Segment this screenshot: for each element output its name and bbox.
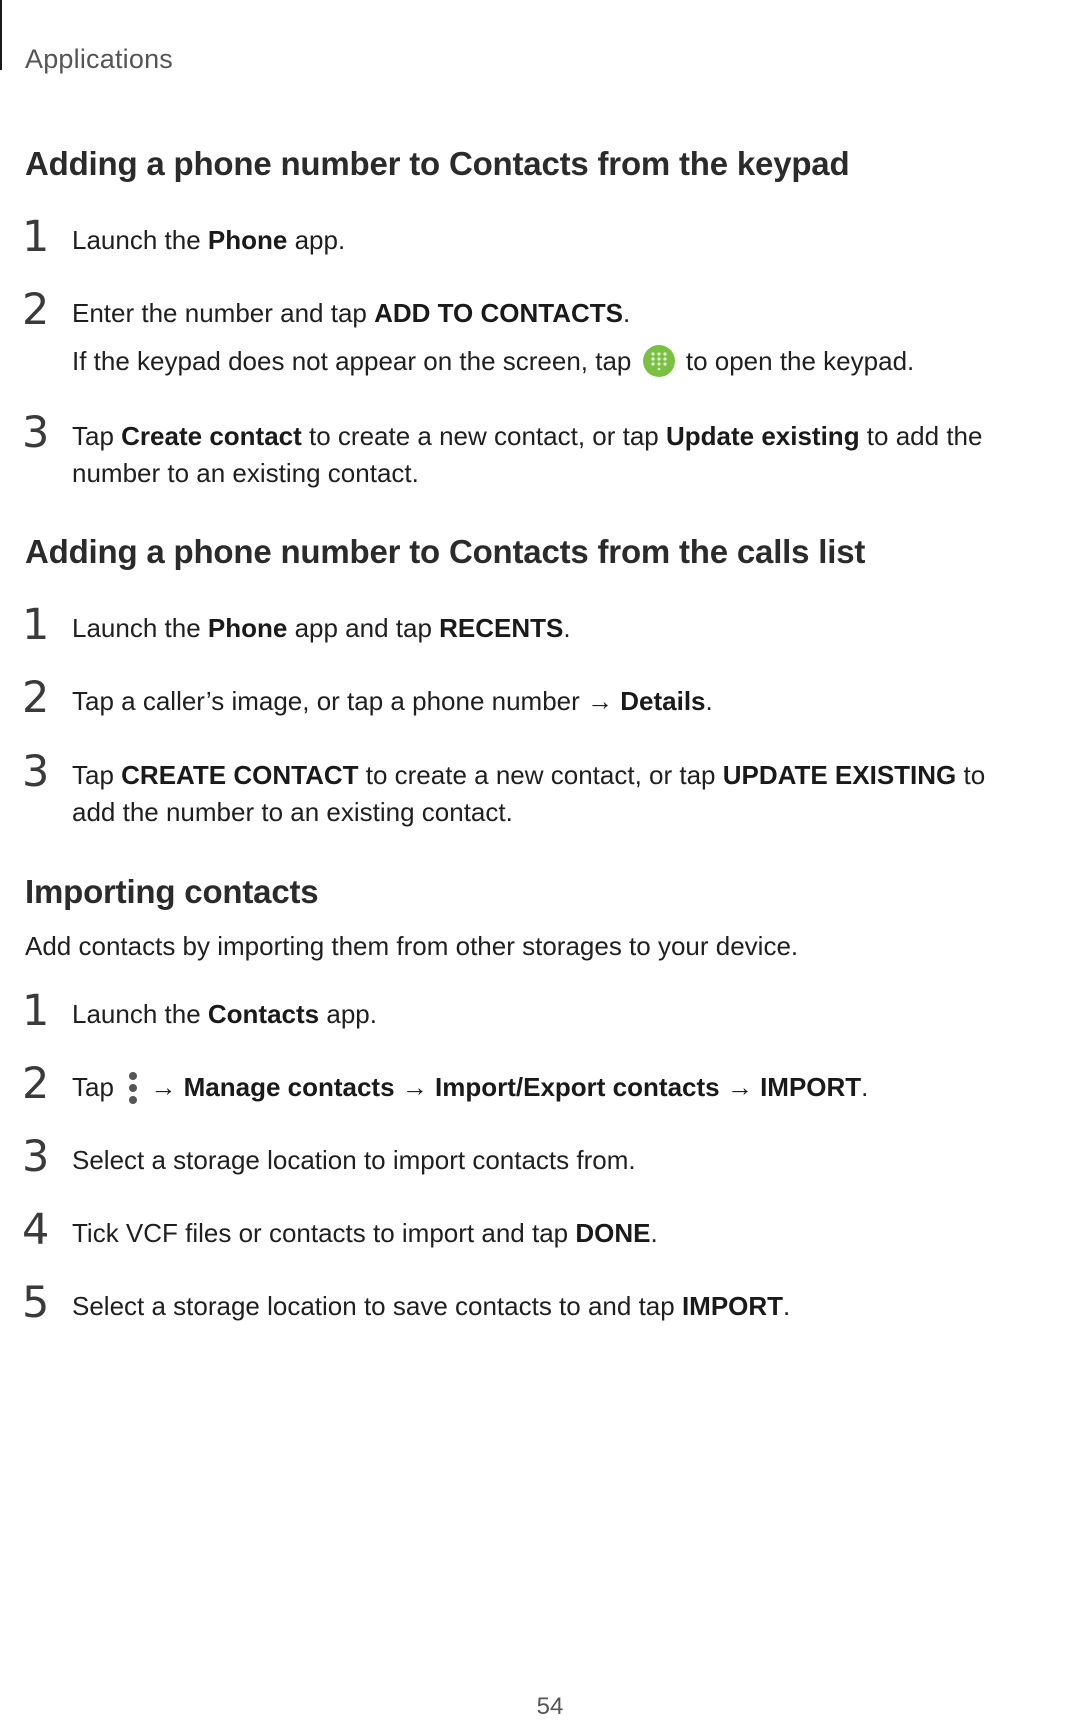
ui-term: Phone [207, 613, 288, 643]
step-text: Launch the Phone app and tap RECENTS. [72, 613, 571, 643]
step-note: If the keypad does not appear on the screen, tap to open the keypad. [72, 346, 915, 376]
step-text: Select a storage location to save contacts to and tap IMPORT. [72, 1291, 791, 1321]
step-number: 1 [22, 212, 50, 262]
keypad-icon [643, 345, 675, 377]
step-text: Tap a caller’s image, or tap a phone number → Details. [72, 686, 713, 716]
ui-term: Manage contacts [183, 1072, 395, 1102]
more-options-icon [127, 1071, 139, 1105]
step-number: 2 [22, 285, 50, 335]
step-number: 3 [22, 747, 50, 797]
running-header: Applications [25, 44, 173, 74]
step-text: Launch the Phone app. [72, 225, 346, 255]
page-number: 54 [536, 1693, 564, 1720]
ui-term: DONE [575, 1218, 651, 1248]
ui-term: CREATE CONTACT [121, 760, 359, 790]
step-text: Enter the number and tap ADD TO CONTACTS. [72, 298, 631, 328]
ui-term: Details [620, 686, 706, 716]
step-text: Launch the Contacts app. [72, 999, 377, 1029]
ui-term: IMPORT [681, 1291, 784, 1321]
step-number: 3 [22, 1132, 50, 1182]
step-number: 5 [22, 1278, 50, 1328]
step-number: 4 [22, 1205, 50, 1255]
step-number: 1 [22, 600, 50, 650]
step-text: Tap Create contact to create a new contact, or tap Update existing to add the number to an existing contact. [72, 421, 983, 488]
ui-term: Phone [207, 225, 288, 255]
section-heading-importing: Importing contacts [25, 873, 319, 910]
ui-term: ADD TO CONTACTS [374, 298, 624, 328]
step-text: Select a storage location to import contacts from. [72, 1145, 636, 1175]
step-text: Tick VCF files or contacts to import and tap DONE. [72, 1218, 658, 1248]
step-text: Tap → Manage contacts → Import/Export contacts → IMPORT. [72, 1069, 1072, 1106]
ui-term: Import/Export contacts [435, 1072, 720, 1102]
ui-term: IMPORT [760, 1072, 862, 1102]
section-heading-calls: Adding a phone number to Contacts from the calls list [25, 533, 866, 570]
ui-term: RECENTS [439, 613, 564, 643]
step-text: Tap CREATE CONTACT to create a new contact, or tap UPDATE EXISTING to add the number to an existing contact. [72, 760, 986, 827]
header-rule [0, 0, 2, 70]
section-intro: Add contacts by importing them from other storages to your device. [25, 931, 799, 961]
ui-term: Contacts [207, 999, 320, 1029]
ui-term: Create contact [121, 421, 302, 451]
section-heading-keypad: Adding a phone number to Contacts from the keypad [25, 145, 850, 182]
ui-term: Update existing [665, 421, 860, 451]
step-number: 1 [22, 986, 50, 1036]
ui-term: UPDATE EXISTING [722, 760, 957, 790]
step-number: 2 [22, 673, 50, 723]
step-number: 3 [22, 408, 50, 458]
step-number: 2 [22, 1059, 50, 1109]
